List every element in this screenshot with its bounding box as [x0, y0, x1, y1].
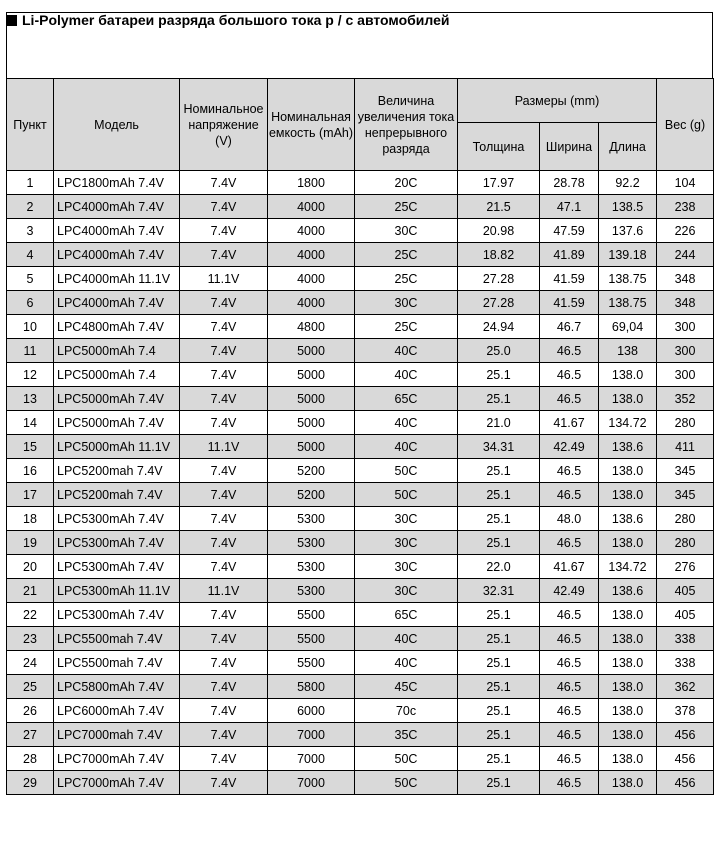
table-row — [7, 603, 714, 627]
cell-model: LPC7000mAh 7.4V — [54, 747, 180, 771]
cell-model: LPC5200mah 7.4V — [54, 483, 180, 507]
cell-width: 46.5 — [540, 651, 599, 675]
cell-rate: 40C — [355, 411, 458, 435]
cell-width: 41.59 — [540, 291, 599, 315]
cell-capacity: 7000 — [268, 747, 355, 771]
cell-width: 42.49 — [540, 579, 599, 603]
cell-rate: 40C — [355, 627, 458, 651]
cell-voltage: 7.4V — [180, 171, 268, 195]
cell-width: 46.5 — [540, 747, 599, 771]
table-row — [7, 507, 714, 531]
cell-weight: 405 — [657, 579, 714, 603]
cell-capacity: 5300 — [268, 507, 355, 531]
cell-voltage: 11.1V — [180, 267, 268, 291]
cell-thickness: 25.1 — [458, 531, 540, 555]
cell-item: 23 — [7, 627, 54, 651]
cell-item: 28 — [7, 747, 54, 771]
table-row — [7, 675, 714, 699]
cell-item: 19 — [7, 531, 54, 555]
cell-voltage: 11.1V — [180, 435, 268, 459]
cell-capacity: 4000 — [268, 267, 355, 291]
table-row — [7, 627, 714, 651]
cell-thickness: 25.1 — [458, 747, 540, 771]
table-row — [7, 363, 714, 387]
cell-weight: 456 — [657, 723, 714, 747]
cell-voltage: 7.4V — [180, 747, 268, 771]
table-row — [7, 171, 714, 195]
cell-thickness: 20.98 — [458, 219, 540, 243]
cell-capacity: 1800 — [268, 171, 355, 195]
cell-model: LPC5000mAh 11.1V — [54, 435, 180, 459]
cell-thickness: 25.1 — [458, 603, 540, 627]
table-body — [7, 171, 714, 795]
cell-rate: 30C — [355, 291, 458, 315]
cell-thickness: 25.0 — [458, 339, 540, 363]
cell-model: LPC5300mAh 7.4V — [54, 531, 180, 555]
cell-weight: 280 — [657, 411, 714, 435]
cell-item: 15 — [7, 435, 54, 459]
cell-capacity: 5300 — [268, 555, 355, 579]
cell-length: 138.0 — [599, 603, 657, 627]
cell-model: LPC6000mAh 7.4V — [54, 699, 180, 723]
cell-weight: 352 — [657, 387, 714, 411]
cell-width: 46.5 — [540, 339, 599, 363]
cell-thickness: 25.1 — [458, 771, 540, 795]
cell-width: 46.5 — [540, 771, 599, 795]
cell-thickness: 17.97 — [458, 171, 540, 195]
cell-item: 27 — [7, 723, 54, 747]
cell-width: 41.67 — [540, 411, 599, 435]
cell-model: LPC5800mAh 7.4V — [54, 675, 180, 699]
cell-model: LPC5000mAh 7.4V — [54, 387, 180, 411]
cell-model: LPC1800mAh 7.4V — [54, 171, 180, 195]
cell-rate: 40C — [355, 651, 458, 675]
cell-voltage: 7.4V — [180, 723, 268, 747]
table-row — [7, 435, 714, 459]
cell-weight: 362 — [657, 675, 714, 699]
table-row — [7, 387, 714, 411]
cell-voltage: 7.4V — [180, 387, 268, 411]
table-row — [7, 291, 714, 315]
cell-length: 138.0 — [599, 483, 657, 507]
cell-capacity: 5500 — [268, 651, 355, 675]
cell-item: 26 — [7, 699, 54, 723]
cell-model: LPC5300mAh 11.1V — [54, 579, 180, 603]
cell-voltage: 7.4V — [180, 219, 268, 243]
cell-voltage: 7.4V — [180, 315, 268, 339]
cell-weight: 345 — [657, 459, 714, 483]
cell-rate: 30C — [355, 555, 458, 579]
cell-weight: 226 — [657, 219, 714, 243]
page-title-wrap — [6, 12, 450, 28]
cell-width: 46.5 — [540, 603, 599, 627]
cell-item: 2 — [7, 195, 54, 219]
cell-length: 137.6 — [599, 219, 657, 243]
cell-weight: 280 — [657, 531, 714, 555]
page-title: Li-Polymer батареи разряда большого тока р / с автомобилей — [22, 12, 450, 28]
cell-weight: 348 — [657, 291, 714, 315]
cell-item: 14 — [7, 411, 54, 435]
cell-width: 42.49 — [540, 435, 599, 459]
cell-length: 138.0 — [599, 627, 657, 651]
cell-model: LPC4000mAh 11.1V — [54, 267, 180, 291]
table-row — [7, 459, 714, 483]
cell-weight: 456 — [657, 747, 714, 771]
cell-rate: 50C — [355, 459, 458, 483]
cell-length: 138.0 — [599, 699, 657, 723]
cell-thickness: 27.28 — [458, 291, 540, 315]
cell-width: 46.5 — [540, 675, 599, 699]
cell-rate: 30C — [355, 579, 458, 603]
cell-thickness: 25.1 — [458, 723, 540, 747]
header-weight: Вес (g) — [657, 79, 714, 171]
cell-item: 22 — [7, 603, 54, 627]
cell-voltage: 7.4V — [180, 483, 268, 507]
cell-length: 138 — [599, 339, 657, 363]
cell-thickness: 25.1 — [458, 651, 540, 675]
cell-width: 46.5 — [540, 699, 599, 723]
cell-weight: 276 — [657, 555, 714, 579]
cell-voltage: 7.4V — [180, 459, 268, 483]
cell-model: LPC5000mAh 7.4V — [54, 411, 180, 435]
cell-thickness: 32.31 — [458, 579, 540, 603]
table-row — [7, 219, 714, 243]
cell-rate: 30C — [355, 531, 458, 555]
cell-rate: 25C — [355, 195, 458, 219]
cell-length: 138.0 — [599, 675, 657, 699]
cell-item: 1 — [7, 171, 54, 195]
cell-model: LPC5300mAh 7.4V — [54, 555, 180, 579]
cell-length: 138.0 — [599, 387, 657, 411]
header-dimensions: Размеры (mm) — [458, 79, 657, 123]
cell-width: 46.5 — [540, 531, 599, 555]
cell-voltage: 7.4V — [180, 699, 268, 723]
cell-item: 4 — [7, 243, 54, 267]
cell-length: 138.0 — [599, 651, 657, 675]
cell-rate: 40C — [355, 435, 458, 459]
cell-length: 138.6 — [599, 435, 657, 459]
cell-model: LPC4000mAh 7.4V — [54, 291, 180, 315]
cell-weight: 411 — [657, 435, 714, 459]
cell-voltage: 7.4V — [180, 771, 268, 795]
cell-length: 138.75 — [599, 291, 657, 315]
cell-thickness: 25.1 — [458, 363, 540, 387]
table-row — [7, 195, 714, 219]
cell-capacity: 5000 — [268, 363, 355, 387]
cell-weight: 300 — [657, 315, 714, 339]
cell-rate: 25C — [355, 267, 458, 291]
cell-rate: 40C — [355, 363, 458, 387]
cell-capacity: 5300 — [268, 531, 355, 555]
cell-item: 6 — [7, 291, 54, 315]
header-thickness: Толщина — [458, 123, 540, 171]
cell-weight: 338 — [657, 651, 714, 675]
cell-width: 41.67 — [540, 555, 599, 579]
cell-length: 69,04 — [599, 315, 657, 339]
cell-model: LPC4000mAh 7.4V — [54, 195, 180, 219]
cell-width: 46.5 — [540, 363, 599, 387]
cell-width: 46.5 — [540, 387, 599, 411]
cell-weight: 348 — [657, 267, 714, 291]
cell-thickness: 21.0 — [458, 411, 540, 435]
cell-length: 138.0 — [599, 747, 657, 771]
cell-rate: 25C — [355, 243, 458, 267]
cell-item: 25 — [7, 675, 54, 699]
header-capacity: Номинальная емкость (mAh) — [268, 79, 355, 171]
cell-width: 46.7 — [540, 315, 599, 339]
cell-weight: 104 — [657, 171, 714, 195]
cell-capacity: 4000 — [268, 219, 355, 243]
cell-capacity: 5000 — [268, 435, 355, 459]
cell-item: 18 — [7, 507, 54, 531]
cell-weight: 456 — [657, 771, 714, 795]
cell-thickness: 25.1 — [458, 507, 540, 531]
battery-table — [6, 78, 714, 795]
table-row — [7, 723, 714, 747]
cell-length: 134.72 — [599, 555, 657, 579]
cell-width: 47.1 — [540, 195, 599, 219]
cell-model: LPC5300mAh 7.4V — [54, 507, 180, 531]
cell-model: LPC5300mAh 7.4V — [54, 603, 180, 627]
cell-voltage: 7.4V — [180, 411, 268, 435]
cell-capacity: 4000 — [268, 195, 355, 219]
cell-length: 138.0 — [599, 363, 657, 387]
cell-rate: 65C — [355, 387, 458, 411]
cell-length: 138.6 — [599, 507, 657, 531]
table-row — [7, 771, 714, 795]
cell-item: 11 — [7, 339, 54, 363]
cell-width: 46.5 — [540, 723, 599, 747]
cell-voltage: 11.1V — [180, 579, 268, 603]
cell-rate: 50C — [355, 771, 458, 795]
cell-length: 138.0 — [599, 771, 657, 795]
cell-weight: 345 — [657, 483, 714, 507]
cell-capacity: 5300 — [268, 579, 355, 603]
table-row — [7, 339, 714, 363]
table-row — [7, 579, 714, 603]
cell-length: 138.75 — [599, 267, 657, 291]
table-row — [7, 555, 714, 579]
cell-model: LPC4000mAh 7.4V — [54, 243, 180, 267]
cell-capacity: 4000 — [268, 243, 355, 267]
cell-capacity: 4000 — [268, 291, 355, 315]
cell-voltage: 7.4V — [180, 531, 268, 555]
cell-capacity: 5500 — [268, 627, 355, 651]
cell-length: 92.2 — [599, 171, 657, 195]
cell-item: 3 — [7, 219, 54, 243]
cell-weight: 338 — [657, 627, 714, 651]
cell-weight: 238 — [657, 195, 714, 219]
cell-thickness: 24.94 — [458, 315, 540, 339]
cell-capacity: 5000 — [268, 387, 355, 411]
table-row — [7, 651, 714, 675]
cell-rate: 35C — [355, 723, 458, 747]
cell-thickness: 25.1 — [458, 627, 540, 651]
cell-model: LPC7000mAh 7.4V — [54, 771, 180, 795]
cell-model: LPC4000mAh 7.4V — [54, 219, 180, 243]
cell-capacity: 4800 — [268, 315, 355, 339]
cell-rate: 50C — [355, 747, 458, 771]
cell-rate: 25C — [355, 315, 458, 339]
cell-voltage: 7.4V — [180, 339, 268, 363]
cell-weight: 378 — [657, 699, 714, 723]
cell-capacity: 7000 — [268, 771, 355, 795]
cell-item: 21 — [7, 579, 54, 603]
cell-rate: 70c — [355, 699, 458, 723]
cell-length: 138.5 — [599, 195, 657, 219]
cell-item: 29 — [7, 771, 54, 795]
cell-width: 41.89 — [540, 243, 599, 267]
cell-weight: 300 — [657, 363, 714, 387]
cell-item: 12 — [7, 363, 54, 387]
cell-item: 5 — [7, 267, 54, 291]
cell-thickness: 21.5 — [458, 195, 540, 219]
cell-width: 46.5 — [540, 483, 599, 507]
cell-voltage: 7.4V — [180, 603, 268, 627]
cell-width: 48.0 — [540, 507, 599, 531]
cell-rate: 40C — [355, 339, 458, 363]
cell-item: 17 — [7, 483, 54, 507]
cell-thickness: 34.31 — [458, 435, 540, 459]
cell-length: 138.0 — [599, 723, 657, 747]
cell-model: LPC5000mAh 7.4 — [54, 339, 180, 363]
cell-weight: 300 — [657, 339, 714, 363]
cell-thickness: 25.1 — [458, 675, 540, 699]
cell-thickness: 25.1 — [458, 699, 540, 723]
header-width: Ширина — [540, 123, 599, 171]
cell-rate: 50C — [355, 483, 458, 507]
cell-item: 24 — [7, 651, 54, 675]
cell-thickness: 22.0 — [458, 555, 540, 579]
cell-voltage: 7.4V — [180, 243, 268, 267]
cell-item: 10 — [7, 315, 54, 339]
cell-thickness: 25.1 — [458, 483, 540, 507]
table-row — [7, 747, 714, 771]
cell-length: 134.72 — [599, 411, 657, 435]
cell-width: 47.59 — [540, 219, 599, 243]
table-row — [7, 267, 714, 291]
cell-width: 41.59 — [540, 267, 599, 291]
cell-capacity: 7000 — [268, 723, 355, 747]
cell-weight: 405 — [657, 603, 714, 627]
cell-voltage: 7.4V — [180, 651, 268, 675]
cell-model: LPC5500mah 7.4V — [54, 651, 180, 675]
cell-thickness: 25.1 — [458, 387, 540, 411]
table-row — [7, 531, 714, 555]
table-row — [7, 315, 714, 339]
table-row — [7, 243, 714, 267]
cell-rate: 45C — [355, 675, 458, 699]
cell-model: LPC4800mAh 7.4V — [54, 315, 180, 339]
header-voltage: Номинальное напряжение (V) — [180, 79, 268, 171]
cell-voltage: 7.4V — [180, 627, 268, 651]
cell-voltage: 7.4V — [180, 555, 268, 579]
cell-rate: 30C — [355, 219, 458, 243]
cell-model: LPC5500mah 7.4V — [54, 627, 180, 651]
header-length: Длина — [599, 123, 657, 171]
header-discharge-rate: Величина увеличения тока непрерывного разряда — [355, 79, 458, 171]
cell-item: 13 — [7, 387, 54, 411]
cell-length: 139.18 — [599, 243, 657, 267]
cell-model: LPC5200mah 7.4V — [54, 459, 180, 483]
cell-voltage: 7.4V — [180, 507, 268, 531]
cell-rate: 65C — [355, 603, 458, 627]
table-row — [7, 699, 714, 723]
cell-capacity: 5000 — [268, 339, 355, 363]
cell-length: 138.0 — [599, 531, 657, 555]
cell-length: 138.0 — [599, 459, 657, 483]
cell-weight: 280 — [657, 507, 714, 531]
cell-voltage: 7.4V — [180, 675, 268, 699]
table-row — [7, 483, 714, 507]
header-item: Пункт — [7, 79, 54, 171]
cell-thickness: 18.82 — [458, 243, 540, 267]
cell-length: 138.6 — [599, 579, 657, 603]
cell-rate: 30C — [355, 507, 458, 531]
cell-rate: 20C — [355, 171, 458, 195]
cell-capacity: 5800 — [268, 675, 355, 699]
cell-capacity: 6000 — [268, 699, 355, 723]
cell-capacity: 5000 — [268, 411, 355, 435]
cell-model: LPC5000mAh 7.4 — [54, 363, 180, 387]
cell-voltage: 7.4V — [180, 291, 268, 315]
cell-item: 16 — [7, 459, 54, 483]
cell-voltage: 7.4V — [180, 363, 268, 387]
cell-width: 28.78 — [540, 171, 599, 195]
cell-weight: 244 — [657, 243, 714, 267]
cell-item: 20 — [7, 555, 54, 579]
cell-width: 46.5 — [540, 459, 599, 483]
cell-thickness: 27.28 — [458, 267, 540, 291]
header-model: Модель — [54, 79, 180, 171]
table-row — [7, 411, 714, 435]
cell-width: 46.5 — [540, 627, 599, 651]
cell-voltage: 7.4V — [180, 195, 268, 219]
black-square-icon — [6, 15, 17, 26]
cell-model: LPC7000mah 7.4V — [54, 723, 180, 747]
cell-thickness: 25.1 — [458, 459, 540, 483]
cell-capacity: 5200 — [268, 459, 355, 483]
cell-capacity: 5200 — [268, 483, 355, 507]
cell-capacity: 5500 — [268, 603, 355, 627]
